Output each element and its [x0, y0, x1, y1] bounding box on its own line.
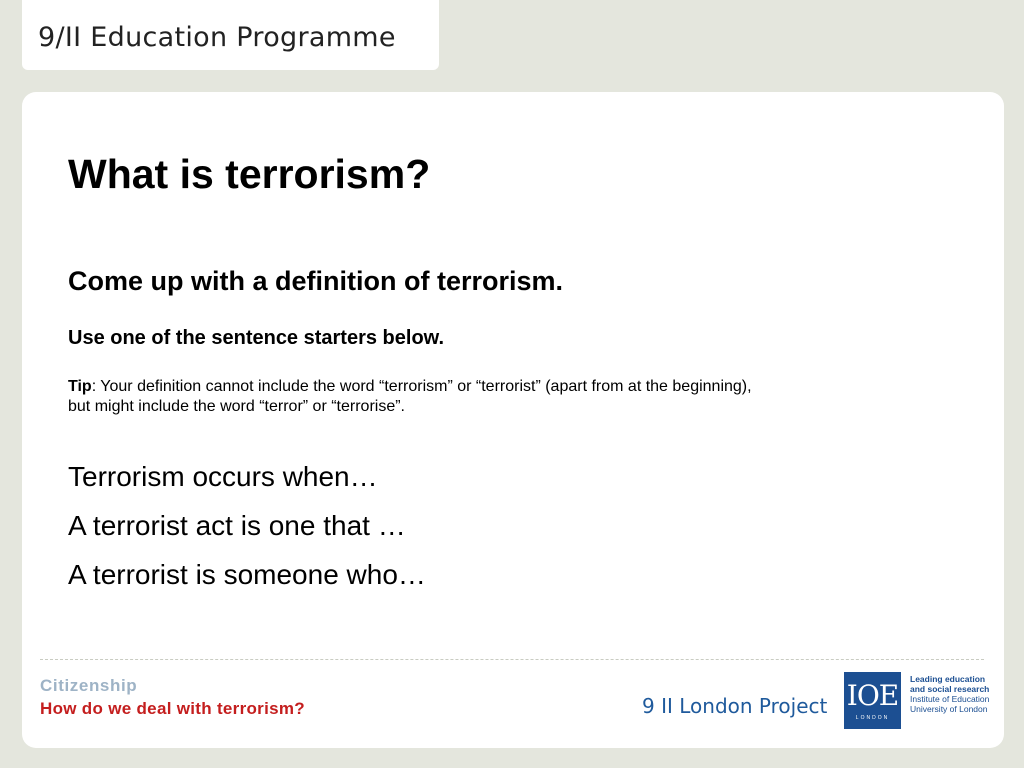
slide-title: What is terrorism?	[68, 151, 431, 197]
tip-text-line2: but might include the word “terror” or “terrorise”.	[68, 398, 405, 415]
footer-divider	[40, 659, 984, 660]
ioe-logo-sub: LONDON	[855, 715, 890, 721]
footer-subject: Citizenship	[40, 676, 138, 695]
sentence-starter: A terrorist act is one that …	[68, 510, 406, 541]
ioe-logo-text	[910, 674, 989, 714]
sentence-starter: A terrorist is someone who…	[68, 559, 426, 590]
header-tab	[22, 0, 439, 70]
slide-subheading: Come up with a definition of terrorism.	[68, 266, 564, 296]
project-name: 9 II London Project	[642, 694, 828, 718]
ioe-tagline-line2: and social research	[910, 684, 990, 694]
instruction-text: Use one of the sentence starters below.	[68, 327, 445, 349]
ioe-tagline-line1: Leading education	[910, 674, 986, 684]
tip-text	[68, 378, 752, 396]
ioe-logo	[844, 672, 901, 729]
slide-panel	[22, 92, 1004, 748]
ioe-logo-letters: IOE	[846, 679, 899, 712]
ioe-institution-line2: University of London	[910, 704, 988, 714]
ioe-institution-line1: Institute of Education	[910, 694, 990, 704]
tip-text-line1: : Your definition cannot include the word “terrorism” or “terrorist” (apart from at the beginning),	[91, 378, 752, 395]
footer-topic: How do we deal with terrorism?	[40, 699, 305, 718]
tip-label: Tip	[68, 378, 92, 395]
sentence-starter: Terrorism occurs when…	[68, 461, 378, 492]
programme-title: 9/II Education Programme	[38, 22, 396, 53]
